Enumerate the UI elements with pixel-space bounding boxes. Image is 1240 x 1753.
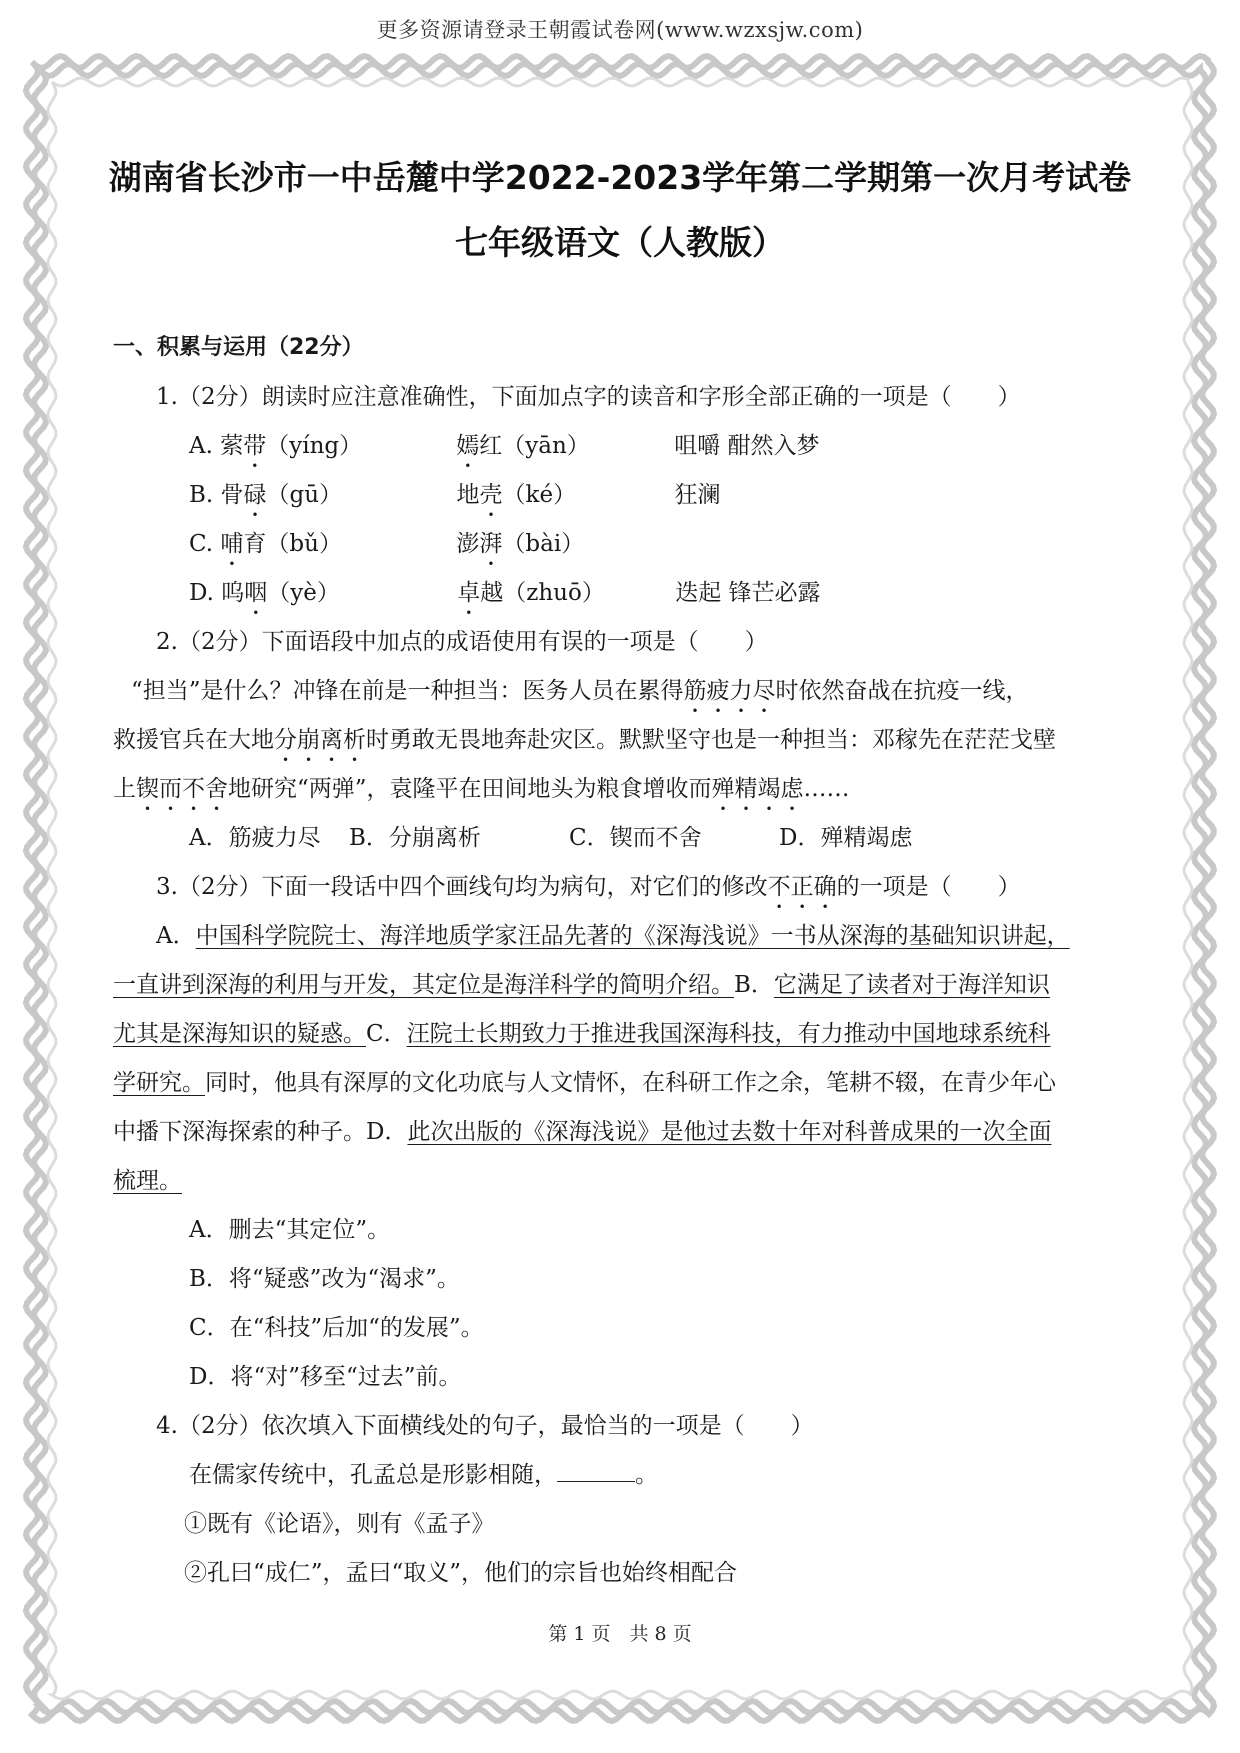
q2-option-a: A．筋疲力尽: [189, 825, 321, 851]
q3-passage-line6: 梳理。: [113, 1168, 182, 1194]
q3-passage-line4: 学研究。同时，他具有深厚的文化功底与人文情怀，在科研工作之余，笔耕不辍，在青少年心: [113, 1070, 1056, 1096]
q1-option-d: D. 呜咽（yè） 卓越（zhuō） 迭起 锋芒必露: [189, 580, 821, 606]
q3-option-c: C．在“科技”后加“的发展”。: [189, 1315, 484, 1341]
q2-options: [189, 819, 912, 852]
q2-option-d: D．殚精竭虑: [779, 825, 913, 851]
q1-stem: 1.（2分）朗读时应注意准确性，下面加点字的读音和字形全部正确的一项是（ ）: [156, 384, 1021, 410]
watermark: 更多资源请登录王朝霞试卷网(www.wzxsjw.com): [376, 18, 864, 42]
q1-option-c: C. 哺育（bǔ） 澎湃（bài）: [189, 531, 585, 557]
q3-stem: 3.（2分）下面一段话中四个画线句均为病句，对它们的修改不正确的一项是（ ）: [156, 874, 1021, 900]
q2-option-c: C．锲而不舍: [569, 825, 702, 851]
q2-passage-line1: “担当”是什么？冲锋在前是一种担当：医务人员在累得筋疲力尽时依然奋战在抗疫一线，: [131, 678, 1029, 704]
q4-item-1: ①既有《论语》，则有《孟子》: [184, 1511, 495, 1537]
q3-option-d: D．将“对”移至“过去”前。: [189, 1364, 462, 1390]
q2-stem: 2.（2分）下面语段中加点的成语使用有误的一项是（ ）: [156, 629, 768, 655]
q4-stem: 4.（2分）依次填入下面横线处的句子，最恰当的一项是（ ）: [156, 1413, 814, 1439]
q1-option-a: A. 萦带（yíng） 嫣红（yān） 咀嚼 酣然入梦: [189, 433, 820, 459]
page-number: 第 1 页 共 8 页: [548, 1623, 692, 1645]
q4-sentence: 在儒家传统中，孔孟总是形影相随， 。: [189, 1462, 658, 1488]
q3-option-b: B．将“疑惑”改为“渴求”。: [189, 1266, 460, 1292]
q3-option-a: A．删去“其定位”。: [189, 1217, 391, 1243]
q2-passage-line2: 救援官兵在大地分崩离析时勇敢无畏地奔赴灾区。默默坚守也是一种担当：邓稼先在茫茫戈壁: [113, 727, 1056, 753]
answer-blank: [557, 1461, 635, 1482]
q4-item-2: ②孔曰“成仁”，孟曰“取义”，他们的宗旨也始终相配合: [184, 1560, 738, 1586]
q1-option-b: B. 骨碌（gū） 地壳（ké） 狂澜: [189, 482, 721, 508]
exam-title: 湖南省长沙市一中岳麓中学2022-2023学年第二学期第一次月考试卷: [108, 158, 1132, 197]
section-heading: 一、积累与运用（22分）: [113, 335, 364, 360]
q3-passage-line5: 中播下深海探索的种子。D．此次出版的《深海浅说》是他过去数十年对科普成果的一次全面: [113, 1119, 1052, 1145]
q2-passage-line3: 上锲而不舍地研究“两弹”，袁隆平在田间地头为粮食增收而殚精竭虑……: [113, 776, 850, 802]
q3-passage-line3: 尤其是深海知识的疑惑。C．汪院士长期致力于推进我国深海科技，有力推动中国地球系统科: [113, 1021, 1051, 1047]
exam-subtitle: 七年级语文（人教版）: [455, 223, 785, 262]
q3-passage-line1: A．中国科学院院士、海洋地质学家汪品先著的《深海浅说》一书从深海的基础知识讲起，: [156, 923, 1070, 949]
q2-option-b: B．分崩离析: [349, 825, 481, 851]
q3-passage-line2: 一直讲到深海的利用与开发，其定位是海洋科学的简明介绍。B．它满足了读者对于海洋知识: [113, 972, 1050, 998]
